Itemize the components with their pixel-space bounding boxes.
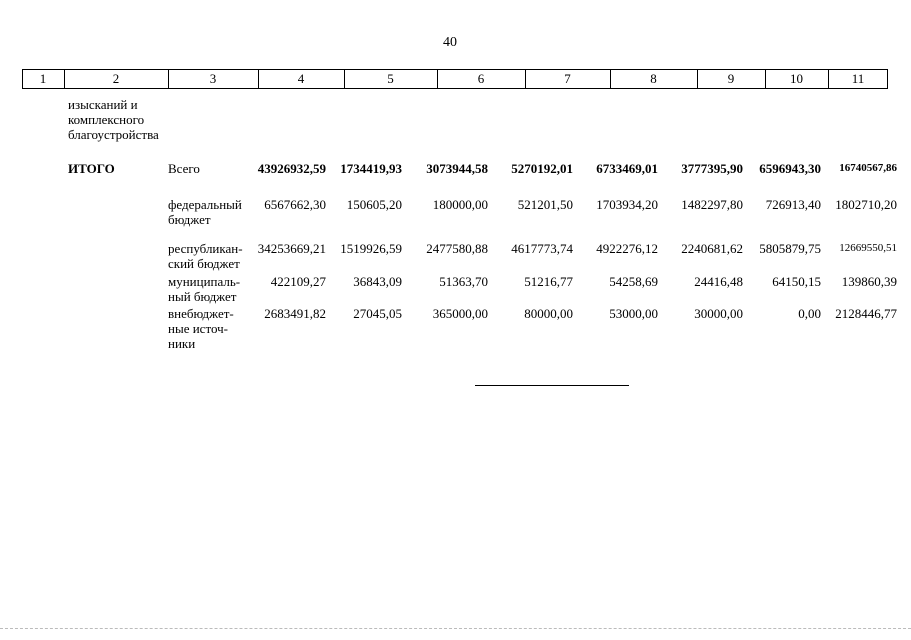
value-cell-col-9: 30000,00 [694,306,743,321]
value-cell-col-9: 2240681,62 [681,241,743,256]
value-cell-col-5: 150605,20 [346,197,402,212]
header-cell-1: 1 [39,71,47,86]
value-cell-col-5: 1519926,59 [340,241,402,256]
value-cell-col-11: 1802710,20 [835,197,897,212]
value-cell-col-11: 2128446,77 [835,306,897,321]
value-cell-col-11: 16740567,86 [839,162,897,174]
total-label: ИТОГО [68,161,115,176]
value-cell-col-9: 1482297,80 [681,197,743,212]
header-cell-6: 6 [477,71,485,86]
header-cell-2: 2 [112,71,120,86]
row-label: внебюджет-ные источ-ники [168,306,234,351]
value-cell-col-6: 2477580,88 [426,241,488,256]
value-cell-col-7: 80000,00 [524,306,573,321]
value-cell-col-11: 12669550,51 [839,242,897,254]
page-number: 40 [443,35,457,50]
value-cell-col-6: 51363,70 [439,274,488,289]
header-cell-7: 7 [564,71,571,86]
value-cell-col-4: 422109,27 [270,274,326,289]
value-cell-col-4: 43926932,59 [257,161,326,176]
header-cell-3: 3 [209,71,217,86]
value-cell-col-7: 4617773,74 [511,241,573,256]
value-cell-col-10: 5805879,75 [759,241,821,256]
value-cell-col-6: 365000,00 [432,306,488,321]
value-cell-col-4: 2683491,82 [264,306,326,321]
value-cell-col-5: 36843,09 [353,274,402,289]
value-cell-col-10: 0,00 [798,306,821,321]
scan-edge-line [0,628,911,629]
value-cell-col-8: 53000,00 [609,306,658,321]
value-cell-col-6: 180000,00 [432,197,488,212]
value-cell-col-8: 1703934,20 [596,197,658,212]
header-cell-9: 9 [727,71,735,86]
header-cell-5: 5 [387,71,394,86]
header-cell-11: 11 [851,71,865,86]
footer-rule [475,385,629,386]
value-cell-col-10: 64150,15 [772,274,821,289]
value-cell-col-11: 139860,39 [841,274,897,289]
row-label: федеральный бюджет [168,197,242,227]
value-cell-col-4: 34253669,21 [257,241,326,256]
table-header-row [22,69,888,89]
value-cell-col-10: 6596943,30 [759,161,821,176]
value-cell-col-5: 1734419,93 [340,161,402,176]
value-cell-col-8: 6733469,01 [596,161,658,176]
header-cell-10: 10 [790,71,803,86]
value-cell-col-7: 521201,50 [517,197,573,212]
value-cell-col-9: 24416,48 [694,274,743,289]
value-cell-col-5: 27045,05 [353,306,402,321]
header-cell-4: 4 [297,71,305,86]
value-cell-col-4: 6567662,30 [264,197,326,212]
row-label: республикан-ский бюджет [168,241,243,271]
row-label: Всего [168,161,200,176]
header-cell-8: 8 [650,71,657,86]
value-cell-col-7: 5270192,01 [511,161,573,176]
value-cell-col-8: 54258,69 [609,274,658,289]
value-cell-col-6: 3073944,58 [426,161,488,176]
value-cell-col-7: 51216,77 [524,274,573,289]
value-cell-col-10: 726913,40 [765,197,821,212]
row-label: муниципаль-ный бюджет [168,274,241,304]
value-cell-col-8: 4922276,12 [596,241,658,256]
continuation-text: изысканий и комплексного благоустройства [68,97,159,142]
value-cell-col-9: 3777395,90 [681,161,743,176]
